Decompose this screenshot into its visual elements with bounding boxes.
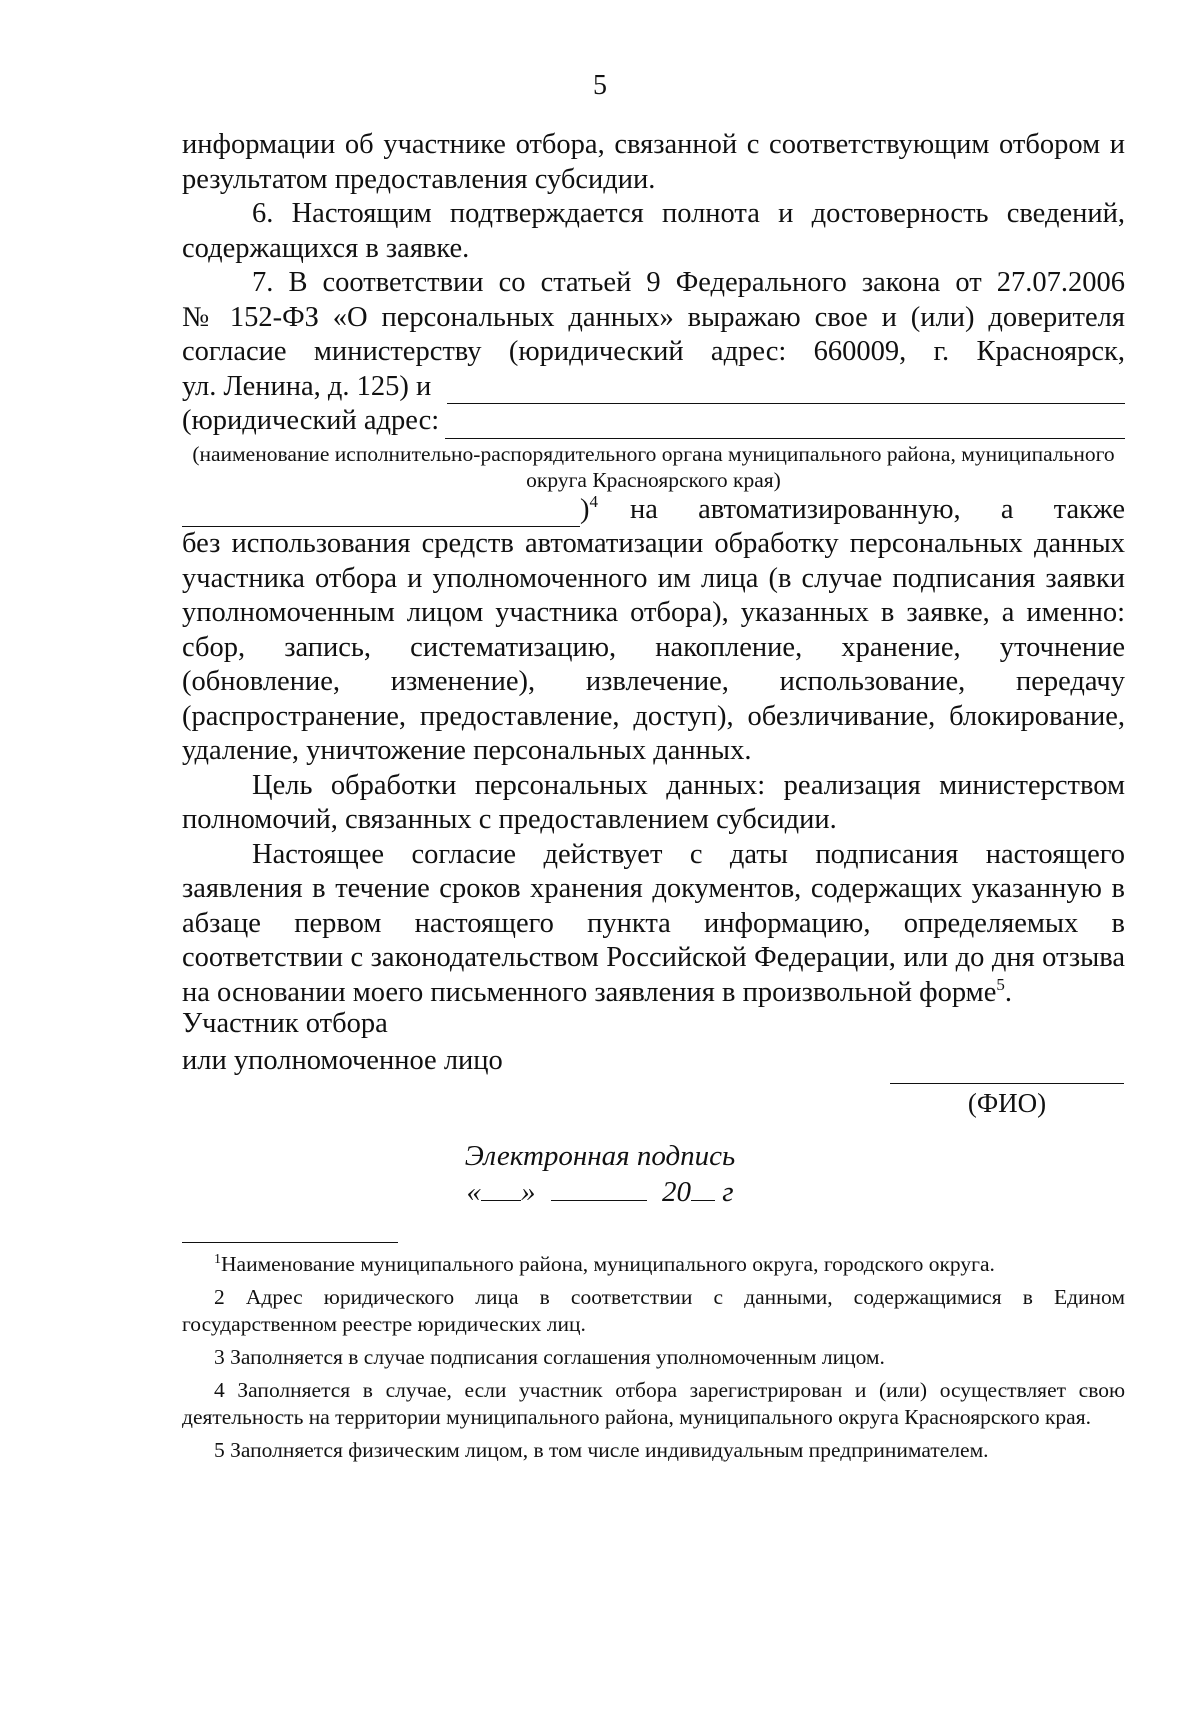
address-continuation-blank[interactable] (182, 500, 580, 527)
paragraph-6: 6. Настоящим подтверждается полнота и достоверность сведений, содержащихся в заявке. (182, 198, 1125, 264)
month-blank[interactable] (551, 1178, 647, 1201)
paragraph-7-line-1: 7. В соответствии со статьей 9 Федерального закона от 27.07.2006 (252, 267, 1125, 298)
footnote-separator (182, 1242, 398, 1243)
signature-block (182, 1005, 1125, 1079)
year-blank[interactable] (691, 1178, 715, 1201)
legal-address-label: (юридический адрес: (182, 405, 440, 436)
address-text: ул. Ленина, д. 125) и (182, 370, 432, 402)
paragraph-7-line-2: № 152-ФЗ «О персональных данных» выражаю свое и (или) доверителя (182, 301, 1125, 333)
close-paren: )$^4$ (580, 491, 598, 525)
date-line: « » 20 г (466, 1176, 734, 1208)
footnote-4: 4 Заполняется в случае, если участник отбора зарегистрирован и (или) осуществляет свою деятельность на территории муниципального района, муниципального округа Красноярского края. (182, 1378, 1126, 1429)
signatory-line-1: Участник отбора (182, 1008, 388, 1039)
day-blank[interactable] (481, 1178, 521, 1201)
footnote-5: 5 Заполняется физическим лицом, в том числе индивидуальным предпринимателем. (214, 1438, 989, 1462)
authority-name-blank[interactable] (447, 377, 1125, 404)
legal-address-blank[interactable] (445, 412, 1125, 439)
electronic-signature (0, 1138, 1200, 1210)
automated-processing-text: на автоматизированную, а также (630, 493, 1125, 525)
footnote-ref-4: 4 (589, 491, 598, 511)
paragraph-7-line-6 (182, 493, 1125, 528)
fio-caption: (ФИО) (967, 1088, 1047, 1118)
paragraph-7-line-3: согласие министерству (юридический адрес: 660009, г. Красноярск, (182, 336, 1125, 367)
page-number: 5 (593, 70, 607, 101)
paragraph-7-rest: без использования средств автоматизации обработку персональных данных участника отбора и уполномоченного им лица (в случае подписания заявки уполномоченным лицом участника отбора), указанных в заявке, а именно: сбор, запись, систематизацию, накопление, хранение, уточнение (обновление, изменение), извлечение, использование, передачу (распространение, предоставление, доступ), обезличивание, блокирование, удаление, уничтожение персональных данных. (182, 528, 1125, 766)
footnote-ref-5: 5 (996, 974, 1005, 994)
signatory-line-2: или уполномоченное лицо (182, 1045, 503, 1076)
paragraph-7-line-5 (182, 404, 1125, 439)
footnote-1: $^1$Наименование муниципального района, муниципального округа, городского округа. (214, 1252, 995, 1276)
footnote-3: 3 Заполняется в случае подписания соглашения уполномоченным лицом. (214, 1345, 885, 1369)
paragraph-7-line-4 (182, 370, 1125, 405)
authority-caption: (наименование исполнительно-распорядительного органа муниципального района, муниципального округа Красноярского края) (192, 441, 1115, 492)
footnotes (182, 1251, 1125, 1470)
document-body (182, 128, 1125, 1010)
paragraph-continuation: информации об участнике отбора, связанной с соответствующим отбором и результатом предоставления субсидии. (182, 129, 1125, 195)
paragraph-purpose: Цель обработки персональных данных: реализация министерством полномочий, связанных с предоставлением субсидии. (182, 769, 1125, 835)
esig-label: Электронная подпись (464, 1140, 736, 1172)
paragraph-consent-term: Настоящее согласие действует с даты подписания настоящего заявления в течение сроков хранения документов, содержащих указанную в абзаце первом настоящего пункта информацию, определяемых в соответствии с законодательством Российской Федерации, или до дня отзыва на основании моего письменного заявления в произвольной форме$^5$. (182, 838, 1125, 1008)
fio-blank[interactable] (890, 1083, 1124, 1084)
footnote-2: 2 Адрес юридического лица в соответствии с данными, содержащимися в Едином государственном реестре юридических лиц. (182, 1285, 1125, 1336)
